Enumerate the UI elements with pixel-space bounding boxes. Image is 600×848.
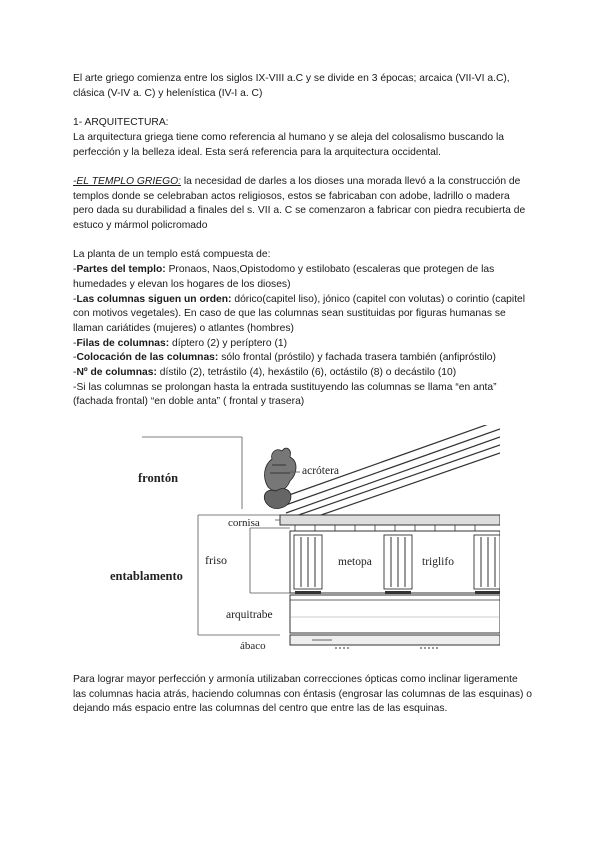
label-fronton: frontón xyxy=(138,471,179,485)
plan-item: -Si las columnas se prolongan hasta la entrada sustituyendo las columnas se llama “en anta” (fachada frontal) “en doble anta” ( frontal y trasera) xyxy=(73,381,497,408)
temple-body: la necesidad de darles a los dioses una morada llevó a la construcción de templos donde se celebraban actos religiosos, estos se fabricaban con adobe, ladrillo o madera pero dada su durabilidad a finales del s. VII a. C se comenzaron a fabricar con piedra recubierta de estuco y mármol policromado xyxy=(73,175,526,231)
label-metopa: metopa xyxy=(338,556,372,568)
label-arquitrabe: arquitrabe xyxy=(226,609,273,621)
label-abaco: ábaco xyxy=(240,640,266,652)
label-triglifo: triglifo xyxy=(422,556,454,568)
plan-item: -Partes del templo: Pronaos, Naos,Opistodomo y estilobato (escaleras que protegen de las humedades y elevan los hogares de los dioses) xyxy=(73,264,495,290)
label-acrotera: acrótera xyxy=(302,465,340,477)
temple-paragraph xyxy=(73,175,533,234)
label-cornisa: cornisa xyxy=(228,517,260,529)
plan-item: -Nº de columnas: dístilo (2), tetrástilo (4), hexástilo (6), octástilo (8) o decástilo (10) xyxy=(73,367,457,379)
plan-item: -Las columnas siguen un orden: dórico(capitel liso), jónico (capitel con volutas) o corintio (capitel con motivos vegetales). En caso de que las columnas sean sustituidas por figuras humanas se llaman cariátides (mujeres) o atlantes (hombres) xyxy=(73,293,526,334)
document-body xyxy=(73,72,533,410)
closing-section xyxy=(73,673,533,717)
acroterion-ornament xyxy=(264,448,296,508)
label-friso: friso xyxy=(205,553,227,567)
temple-title: -EL TEMPLO GRIEGO: xyxy=(73,175,181,187)
intro-paragraph: El arte griego comienza entre los siglos IX-VIII a.C y se divide en 3 épocas; arcaica (VII-VI a.C), clásica (V-IV a. C) y helenística (IV-I a. C) xyxy=(73,73,510,99)
plan-item: -Colocación de las columnas: sólo frontal (próstilo) y fachada trasera también (anfipróstilo) xyxy=(73,352,496,364)
plan-item: -Filas de columnas: díptero (2) y períptero (1) xyxy=(73,337,288,349)
plan-intro: La planta de un templo está compuesta de: xyxy=(73,249,271,261)
closing-paragraph: Para lograr mayor perfección y armonía utilizaban correcciones ópticas como inclinar ligeramente las columnas hacia atrás, haciendo columnas con éntasis (engrosar las columnas de las esquinas) o dejando más espacio entre las columnas del centro que entre las de las esquinas. xyxy=(73,674,533,715)
section-heading: 1- ARQUITECTURA: xyxy=(73,117,169,129)
architecture-paragraph: La arquitectura griega tiene como referencia al humano y se aleja del colosalismo buscando la perfección y la belleza ideal. Esta será referencia para la arquitectura occidental. xyxy=(73,131,505,158)
label-entablamento: entablamento xyxy=(110,569,183,583)
temple-diagram xyxy=(100,425,500,655)
